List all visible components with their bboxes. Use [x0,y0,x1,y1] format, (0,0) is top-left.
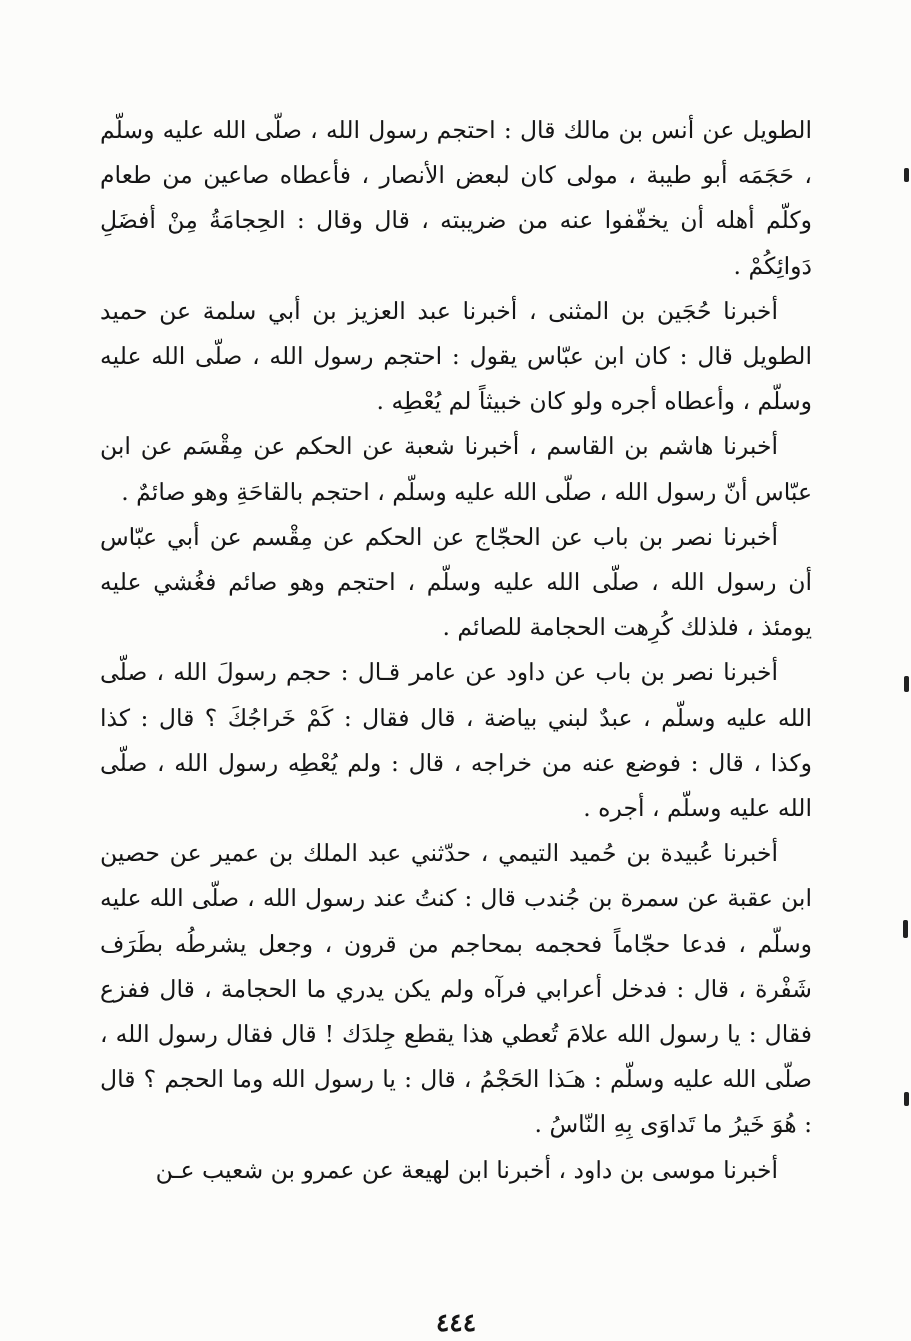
document-page [100,108,812,1337]
margin-mark-top [904,168,909,182]
margin-mark-bottom [904,1092,909,1106]
paragraph-7: أخبرنا موسى بن داود ، أخبرنا ابن لهيعة عن عمرو بن شعيب عـن [155,1155,778,1184]
margin-mark-lower [903,920,908,938]
paragraph-4: أخبرنا نصر بن باب عن الحجّاج عن الحكم عن مِقْسم عن أبي عبّاس أن رسول الله ، صلّى الله عليه وسلّم ، احتجم وهو صائم فغُشي عليه يومئذ ، فلذلك كُرِهت الحجامة للصائم . [100,522,812,642]
body-text [100,108,812,1193]
paragraph-3: أخبرنا هاشم بن القاسم ، أخبرنا شعبة عن الحكم عن مِقْسَم عن ابن عبّاس أنّ رسول الله ، صلّى الله عليه وسلّم ، احتجم بالقاحَةِ وهو صائمٌ . [100,432,812,506]
paragraph-6: أخبرنا عُبيدة بن حُميد التيمي ، حدّثني عبد الملك بن عمير عن حصين ابن عقبة عن سمرة بن جُندب قال : كنتُ عند رسول الله ، صلّى الله عليه وسلّم ، فدعا حجّاماً فحجمه بمحاجم من قرون ، وجعل يشرطُه بطَرَف شَفْرة ، قال : فدخل أعرابي فرآه ولم يكن يدري ما الحجامة ، قال ففزع فقال : يا رسول الله علامَ تُعطي هذا يقطع جِلدَك ! قال فقال رسول الله ، صلّى الله عليه وسلّم : هـَذا الحَجْمُ ، قال : يا رسول الله وما الحجم ؟ قال : هُوَ خَيرُ ما تَداوَى بِهِ النّاسُ . [100,839,812,1139]
paragraph-2: أخبرنا حُجَين بن المثنى ، أخبرنا عبد العزيز بن أبي سلمة عن حميد الطويل قال : كان ابن عبّاس يقول : احتجم رسول الله ، صلّى الله عليه وسلّم ، وأعطاه أجره ولو كان خبيثاً لم يُعْطِه . [100,296,812,416]
paragraph-1: الطويل عن أنس بن مالك قال : احتجم رسول الله ، صلّى الله عليه وسلّم ، حَجَمَه أبو طيبة ، مولى كان لبعض الأنصار ، فأعطاه صاعين من طعام وكلّم أهله أن يخفّفوا عنه من ضريبته ، قال وقال : الحِجامَةُ مِنْ أفضَلِ دَوائِكُمْ . [100,116,812,280]
paragraph-5: أخبرنا نصر بن باب عن داود عن عامر قـال : حجم رسولَ الله ، صلّى الله عليه وسلّم ، عبدٌ لبني بياضة ، قال فقال : كَمْ خَراجُكَ ؟ قال : كذا وكذا ، قال : فوضع عنه من خراجه ، قال : ولم يُعْطِه رسول الله ، صلّى الله عليه وسلّم ، أجره . [100,658,812,823]
margin-mark-middle [904,676,909,692]
page-number: ٤٤٤ [435,1308,477,1337]
